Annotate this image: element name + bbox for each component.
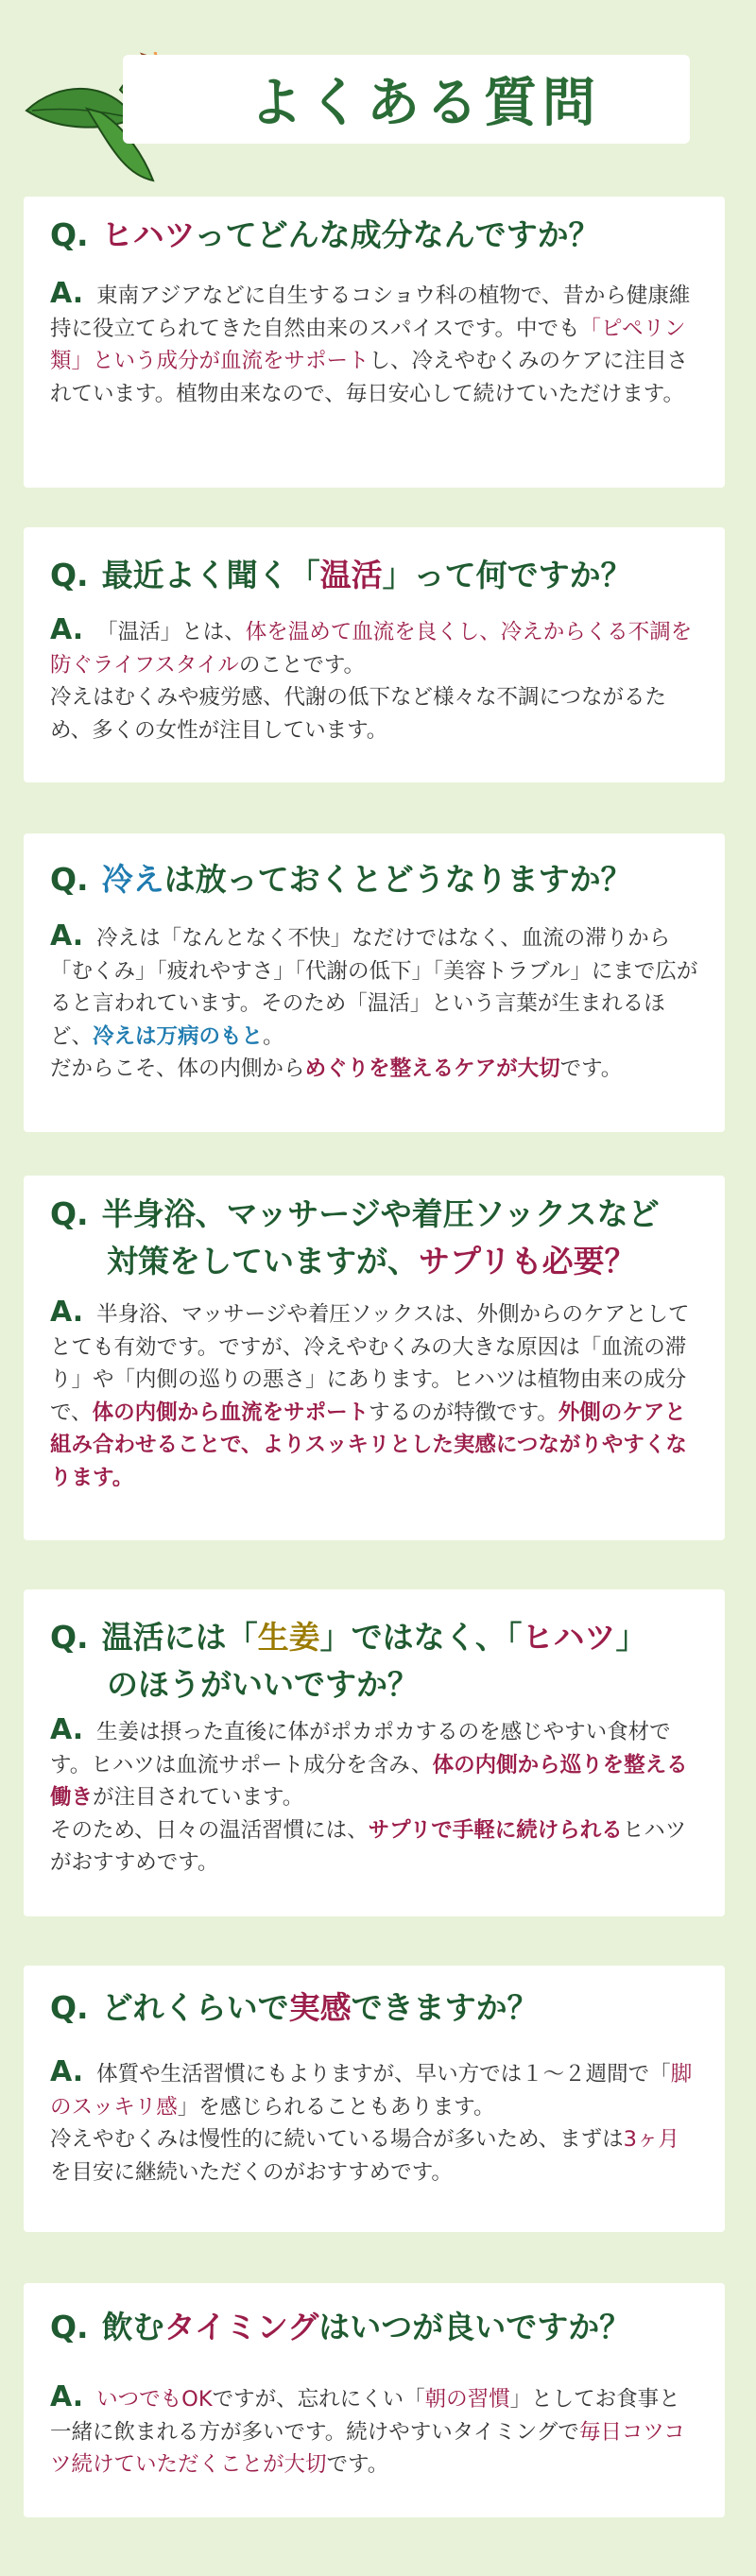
- q-mark: Q.: [50, 557, 89, 593]
- a-text: 半身浴、マッサージや着圧ソックスは、外側からのケアとしてとても有効です。ですが、冷えやむくみの大きな原因は「血流の滞り」や「内側の巡りの悪さ」にあります。: [50, 1302, 690, 1392]
- faq-answer: [50, 2056, 700, 2189]
- faq-card: [24, 1176, 725, 1540]
- q-mark: Q.: [50, 1619, 89, 1656]
- q-highlight: 生姜: [257, 1619, 320, 1656]
- a-text: そのため、日々の温活習慣には、: [50, 1817, 369, 1843]
- a-mark: A.: [50, 1296, 84, 1329]
- q-text: 」: [615, 1619, 647, 1656]
- a-mark: A.: [50, 277, 84, 310]
- q-text: どれくらいで: [101, 1989, 289, 2026]
- a-text: ヒハツは植物由来の成分で、: [50, 1367, 687, 1425]
- q-highlight: ヒハツ: [522, 1619, 616, 1656]
- q-text: 対策をしていますが、: [107, 1243, 419, 1279]
- a-text: を目安に継続いただくのがおすすめです。: [50, 2159, 453, 2185]
- q-mark: Q.: [50, 216, 89, 253]
- a-text: 東南アジアなどに自生するコショウ科の植物で、昔から健康維持に役立てられてきた自然由来のスパイスです。中でも: [50, 283, 691, 341]
- faq-card: [24, 1966, 725, 2232]
- q-text: ってどんな成分なんですか？: [194, 216, 600, 253]
- faq-answer: [50, 920, 700, 1086]
- a-text: のことです。: [238, 652, 366, 678]
- a-mark: A.: [50, 613, 84, 646]
- faq-answer: [50, 2381, 700, 2482]
- a-highlight: 体を温めて血流を良くし、冷えからくる不調を防ぐライフスタイル: [50, 620, 693, 678]
- a-text: です。: [326, 2452, 389, 2477]
- q-text: 最近よく聞く「: [101, 557, 320, 593]
- a-text: 「温活」とは、: [96, 620, 246, 644]
- q-mark: Q.: [50, 861, 89, 898]
- q-text: は放っておくとどうなりますか？: [163, 861, 632, 898]
- q-mark: Q.: [50, 1195, 89, 1232]
- a-highlight: 体の内側から血流をサポート: [92, 1400, 369, 1425]
- q-mark: Q.: [50, 1989, 89, 2026]
- a-highlight: 毎日コツコツ続けていただくことが大切: [50, 2419, 685, 2477]
- faq-answer: [50, 1714, 700, 1880]
- a-highlight: サプリで手軽に続けられる: [368, 1817, 623, 1843]
- a-highlight: めぐりを整えるケアが大切: [304, 1056, 560, 1081]
- faq-question: [50, 552, 706, 599]
- a-text: ヒハツがおすすめです。: [50, 1817, 687, 1875]
- faq-card: [24, 197, 725, 488]
- faq-question: [50, 212, 706, 259]
- q-text: はいつが良いですか？: [318, 2309, 631, 2345]
- a-text: が注目されています。: [93, 1785, 304, 1810]
- a-text: 体質や生活習慣にもよりますが、早い方では１～２週間で「: [96, 2062, 671, 2087]
- faq-question: [50, 1614, 706, 1709]
- a-text: です。: [559, 1056, 623, 1081]
- a-text: 」を感じられることもあります。: [177, 2094, 495, 2120]
- a-highlight: 脚のスッキリ感: [50, 2062, 693, 2120]
- q-text: 半身浴、マッサージや着圧ソックスなど: [101, 1195, 660, 1232]
- page-title: よくある質問: [249, 73, 601, 134]
- a-highlight: 朝の習慣: [424, 2387, 510, 2412]
- q-text: できますか？: [351, 1989, 539, 2026]
- a-highlight: 体の内側から巡りを整える働き: [50, 1752, 688, 1810]
- q-text: 」って何ですか？: [382, 557, 632, 593]
- q-text: 温活には「: [101, 1619, 258, 1656]
- a-mark: A.: [50, 2380, 84, 2413]
- faq-question: [50, 1191, 706, 1285]
- q-highlight: 実感: [288, 1989, 352, 2026]
- q-text: 」ではなく、「: [319, 1619, 523, 1656]
- a-highlight: 「ピペリン類」という成分が血流をサポート: [50, 316, 686, 373]
- a-text: ですが、忘れにくい「: [212, 2387, 425, 2412]
- a-mark: A.: [50, 1713, 84, 1746]
- title-banner: [123, 55, 690, 144]
- a-text: するのが特徴です。: [369, 1400, 558, 1425]
- faq-answer: [50, 278, 700, 410]
- q-highlight: サプリも必要？: [419, 1243, 636, 1279]
- a-text: 冷えはむくみや疲労感、代謝の低下など様々な不調につながるため、多くの女性が注目しています。: [50, 685, 667, 743]
- faq-question: [50, 1984, 706, 2032]
- a-mark: A.: [50, 919, 84, 953]
- a-text: 」としてお食事と一緒に飲まれる方が多いです。続けやすいタイミングで: [50, 2387, 680, 2445]
- a-highlight: いつでもOK: [96, 2387, 213, 2412]
- faq-card: [24, 527, 725, 782]
- a-highlight: 冷えは万病のもと: [93, 1023, 264, 1049]
- faq-card: [24, 1589, 725, 1916]
- a-text: だからこそ、体の内側から: [50, 1056, 305, 1081]
- q-text: 飲む: [101, 2309, 164, 2345]
- q-text: のほうがいいですか？: [107, 1666, 419, 1703]
- q-highlight: タイミング: [163, 2309, 319, 2345]
- q-mark: Q.: [50, 2309, 89, 2345]
- faq-question: [50, 2304, 706, 2351]
- a-text: 。: [263, 1023, 284, 1049]
- a-text: 冷えやむくみは慢性的に続いている場合が多いため、まずは: [50, 2127, 624, 2152]
- a-text: し、冷えやむくみのケアに注目されています。植物由来なので、毎日安心して続けていただけます。: [50, 349, 689, 406]
- q-highlight: 冷え: [101, 861, 164, 898]
- a-highlight: 外側のケアと組み合わせることで、よりスッキリとした実感につながりやすくなります。: [50, 1400, 687, 1490]
- faq-card: [24, 2283, 725, 2517]
- faq-answer: [50, 614, 700, 747]
- a-highlight: 3ヶ月: [623, 2127, 679, 2152]
- a-mark: A.: [50, 2055, 84, 2088]
- a-text: 生姜は摂った直後に体がポカポカするのを感じやすい食材です。ヒハツは血流サポート成分を含み、: [50, 1720, 671, 1777]
- faq-answer: [50, 1297, 700, 1494]
- q-highlight: ヒハツ: [101, 216, 195, 253]
- a-text: 冷えは「なんとなく不快」なだけではなく、血流の滞りから「むくみ」「疲れやすさ」「代謝の低下」「美容トラブル」にまで広がると言われています。そのため「温活」という言葉が生まれるほど、: [50, 926, 698, 1049]
- q-highlight: 温活: [319, 557, 383, 593]
- faq-card: [24, 833, 725, 1132]
- faq-question: [50, 856, 706, 903]
